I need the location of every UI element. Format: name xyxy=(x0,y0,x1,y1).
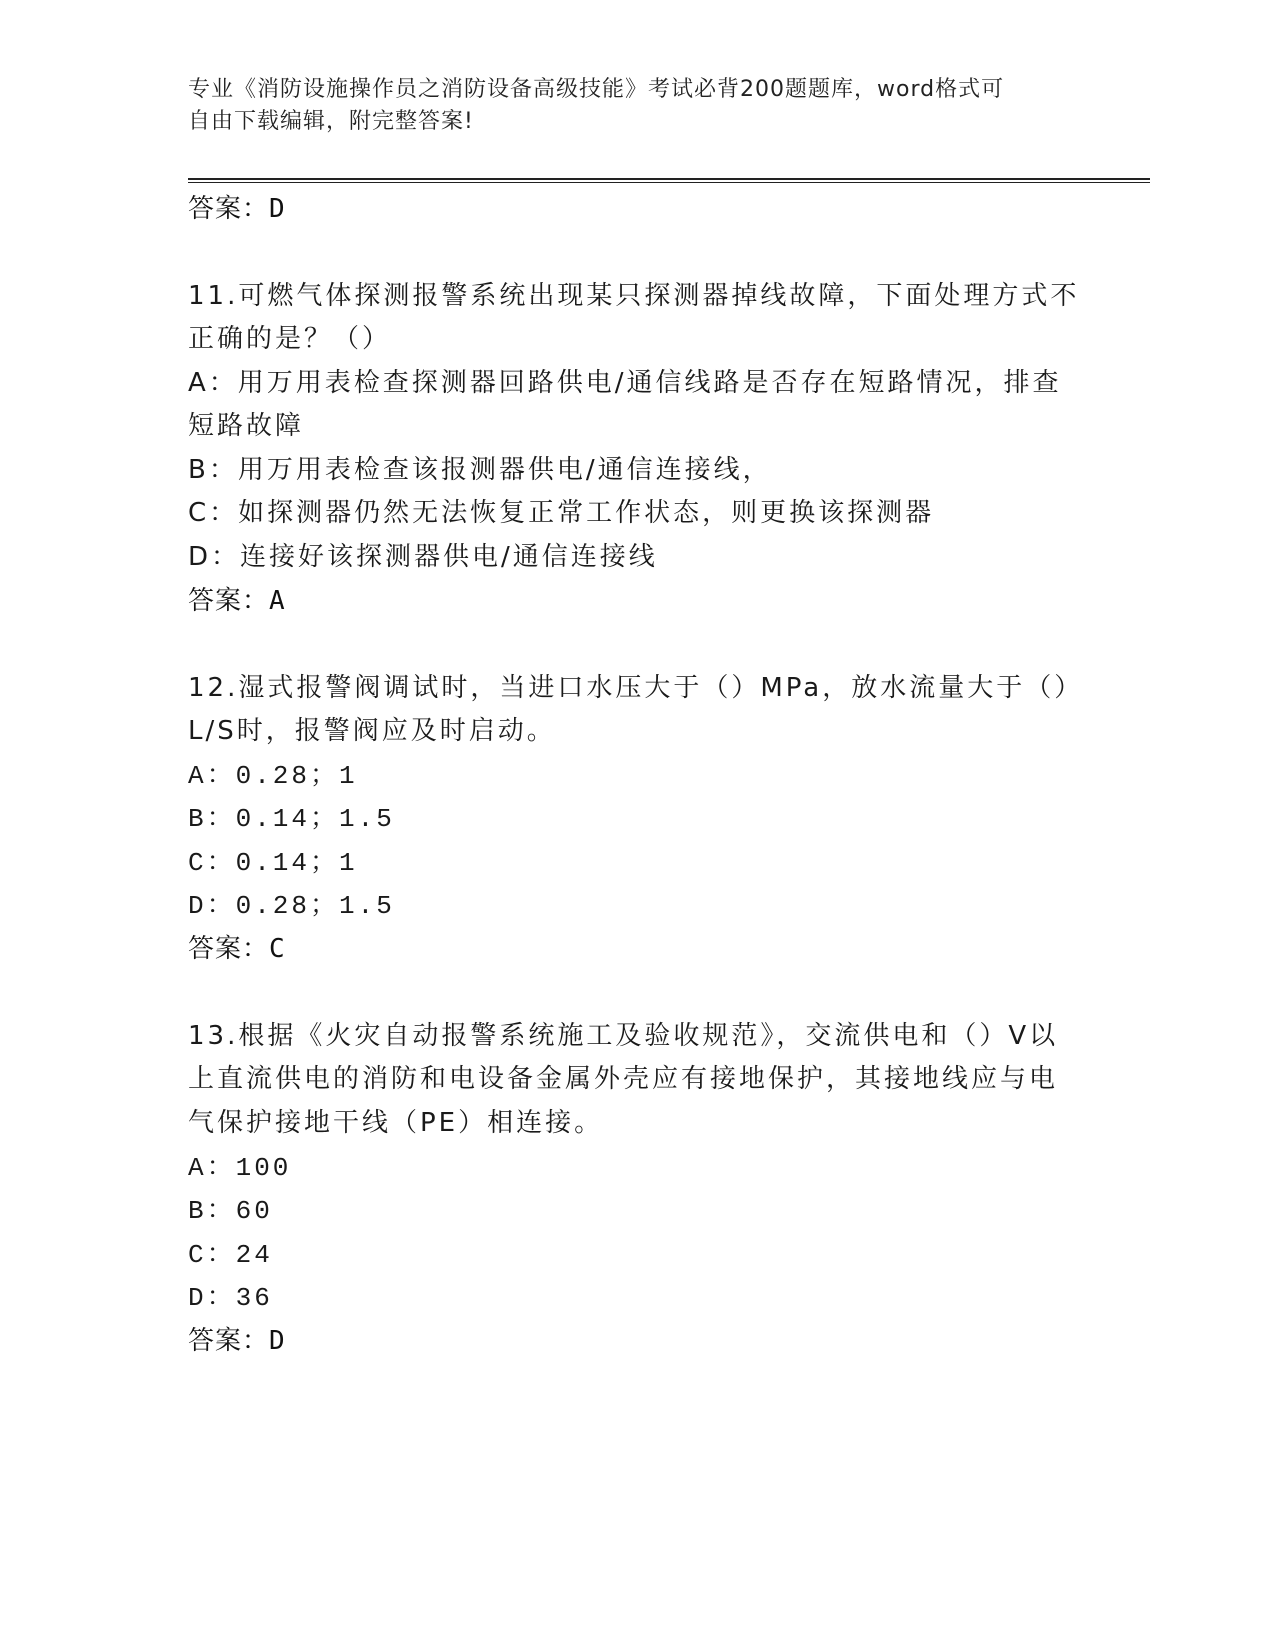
answer-value: D xyxy=(269,194,286,224)
question-11-stem-line-2: 正确的是？（） xyxy=(188,324,392,354)
question-13-option-d: D：36 xyxy=(188,1283,273,1313)
question-12-stem-line-1: 12.湿式报警阀调试时，当进口水压大于（）MPa，放水流量大于（） xyxy=(188,673,1084,703)
question-13-answer xyxy=(188,1320,286,1357)
answer-label: 答案： xyxy=(188,586,270,616)
question-11-option-c: C：如探测器仍然无法恢复正常工作状态，则更换该探测器 xyxy=(188,498,935,528)
question-11-option-a: A：用万用表检查探测器回路供电/通信线路是否存在短路情况，排查 xyxy=(188,368,1062,398)
answer-value: C xyxy=(269,934,286,964)
question-12-answer xyxy=(188,928,286,965)
question-13-stem-line-2: 上直流供电的消防和电设备金属外壳应有接地保护，其接地线应与电 xyxy=(188,1064,1059,1094)
prev-answer xyxy=(188,188,286,225)
question-12-option-b: B：0.14；1.5 xyxy=(188,804,395,834)
header-line-1: 专业《消防设施操作员之消防设备高级技能》考试必背200题题库，word格式可 xyxy=(188,77,1005,102)
header-line-2: 自由下载编辑，附完整答案! xyxy=(188,109,474,134)
question-13-option-b: B：60 xyxy=(188,1196,273,1226)
question-13-option-a: A：100 xyxy=(188,1153,292,1183)
question-13-stem-line-1: 13.根据《火灾自动报警系统施工及验收规范》，交流供电和（）V以 xyxy=(188,1021,1059,1051)
question-12-option-a: A：0.28；1 xyxy=(188,761,358,791)
document-header xyxy=(188,74,1088,138)
answer-label: 答案： xyxy=(188,194,270,224)
header-divider-thick xyxy=(188,178,1150,180)
question-13-option-c: C：24 xyxy=(188,1240,273,1270)
answer-value: D xyxy=(269,1326,286,1356)
answer-label: 答案： xyxy=(188,1326,270,1356)
question-11-option-a-cont: 短路故障 xyxy=(188,411,305,441)
question-13-stem-line-3: 气保护接地干线（PE）相连接。 xyxy=(188,1108,604,1138)
question-11-stem-line-1: 11.可燃气体探测报警系统出现某只探测器掉线故障，下面处理方式不 xyxy=(188,281,1080,311)
answer-label: 答案： xyxy=(188,934,270,964)
question-11-option-d: D：连接好该探测器供电/通信连接线 xyxy=(188,542,658,572)
question-11-answer xyxy=(188,580,286,617)
question-12-option-d: D：0.28；1.5 xyxy=(188,891,395,921)
header-divider-thin xyxy=(188,182,1150,183)
question-11-option-b: B：用万用表检查该报测器供电/通信连接线， xyxy=(188,455,772,485)
question-12-stem-line-2: L/S时，报警阀应及时启动。 xyxy=(188,716,556,746)
question-12-option-c: C：0.14；1 xyxy=(188,848,358,878)
answer-value: A xyxy=(269,586,286,616)
